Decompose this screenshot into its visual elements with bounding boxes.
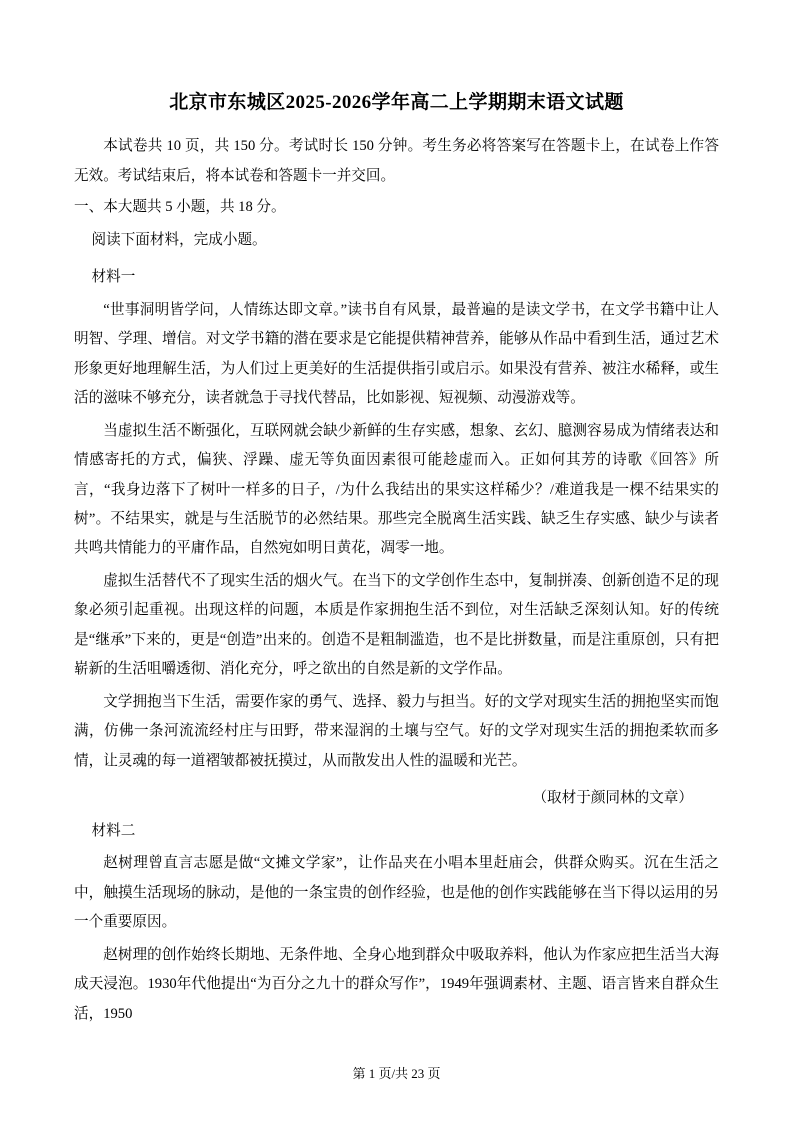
material-one-paragraph-3: 虚拟生活替代不了现实生活的烟火气。在当下的文学创作生态中，复制拼凑、创新创造不足的现象必须引起重视。出现这样的问题，本质是作家拥抱生活不到位，对生活缺乏深刻认知。好的传统是“继承”下来的，更是“创造”出来的。创造不是粗制滥造，也不是比拼数量，而是注重原创，只有把崭新的生活咀嚼透彻、消化充分，呼之欲出的自然是新的文学作品。: [74, 572, 719, 678]
page-title: 北京市东城区2025-2026学年高二上学期期末语文试题: [169, 92, 624, 113]
material-two-paragraph-1: 赵树理曾直言志愿是做“文摊文学家”，让作品夹在小唱本里赶庙会，供群众购买。沉在生活之中，触摸生活现场的脉动，是他的一条宝贵的创作经验，也是他的创作实践能够在当下得以运用的另一个重要原因。: [74, 855, 719, 931]
material-one-source: （取材于颜同林的文章）: [532, 790, 693, 807]
material-one-label: 材料一: [91, 269, 136, 286]
material-two-label: 材料二: [91, 822, 136, 839]
section-one-heading: 一、本大题共 5 小题，共 18 分。: [74, 199, 286, 216]
exam-instructions: 本试卷共 10 页，共 150 分。考试时长 150 分钟。考生务必将答案写在答题卡上，在试卷上作答无效。考试结束后，将本试卷和答题卡一并交回。: [74, 138, 719, 184]
material-one-paragraph-1: “世事洞明皆学问，人情练达即文章。”读书自有风景，最普遍的是读文学书，在文学书籍中让人明智、学理、增信。对文学书籍的潜在要求是它能提供精神营养，能够从作品中看到生活，通过艺术形象更好地理解生活，为人们过上更美好的生活提供指引或启示。如果没有营养、被注水稀释，或生活的滋味不够充分，读者就急于寻找代替品，比如影视、短视频、动漫游戏等。: [74, 301, 719, 407]
material-one-paragraph-2: 当虚拟生活不断强化，互联网就会缺少新鲜的生存实感，想象、玄幻、臆测容易成为情绪表达和情感寄托的方式，偏狭、浮躁、虚无等负面因素很可能趁虚而入。正如何其芳的诗歌《回答》所言，“我身边落下了树叶一样多的日子，/为什么我结出的果实这样稀少？/难道我是一棵不结果实的树”。不结果实，就是与生活脱节的必然结果。那些完全脱离生活实践、缺乏生存实感、缺少与读者共鸣共情能力的平庸作品，自然宛如明日黄花，凋零一地。: [74, 422, 719, 557]
material-one-paragraph-4: 文学拥抱当下生活，需要作家的勇气、选择、毅力与担当。好的文学对现实生活的拥抱坚实而饱满，仿佛一条河流流经村庄与田野，带来湿润的土壤与空气。好的文学对现实生活的拥抱柔软而多情，让灵魂的每一道褶皱都被抚摸过，从而散发出人性的温暖和光芒。: [74, 693, 719, 769]
section-one-prompt: 阅读下面材料，完成小题。: [91, 231, 267, 248]
material-two-paragraph-2: 赵树理的创作始终长期地、无条件地、全身心地到群众中吸取养料，他认为作家应把生活当大海成天浸泡。1930年代他提出“为百分之九十的群众写作”，1949年强调素材、主题、语言皆来自群众生活，1950: [74, 946, 719, 1022]
page-footer: 第 1 页/共 23 页: [352, 1066, 441, 1081]
